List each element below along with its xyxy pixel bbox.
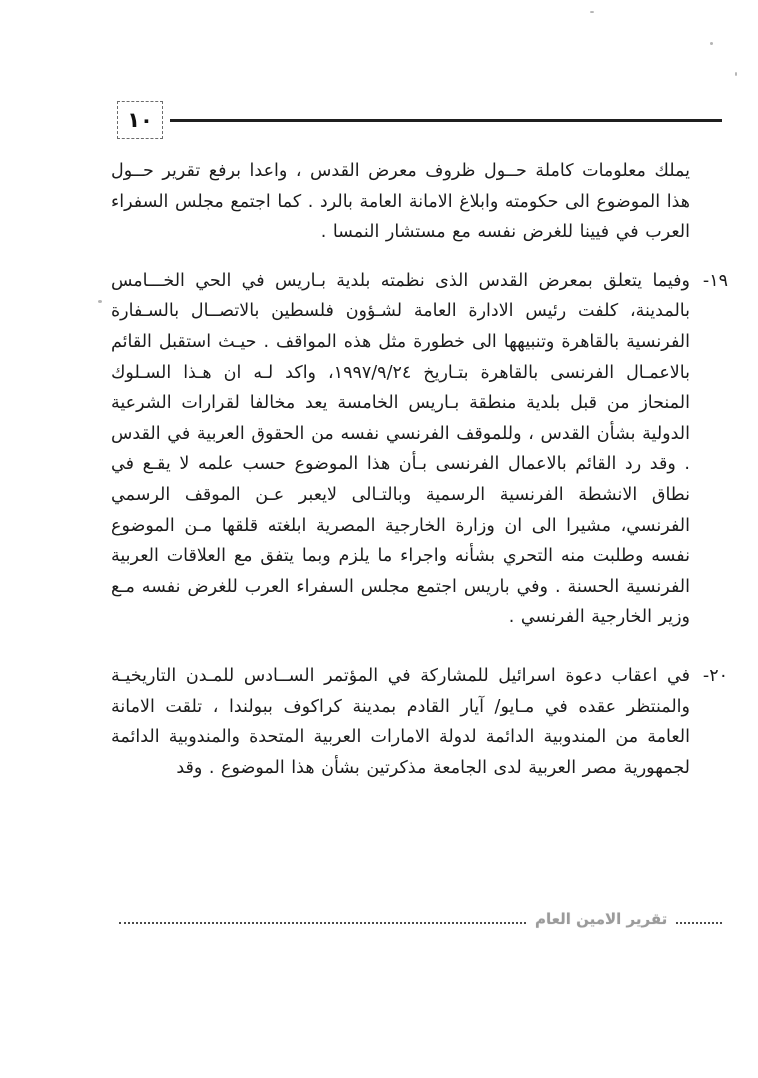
footer-watermark-text: تقرير الامين العام [527, 910, 675, 928]
item-number: ٢٠- [702, 665, 728, 686]
list-item-19 [111, 266, 728, 633]
scan-speck [735, 72, 737, 76]
header-rule [170, 119, 722, 122]
item-text: وفيما يتعلق بمعرض القدس الذى نظمته بلدية بـاريس في الحي الخـــامس بالمدينة، كلفت رئيس الادارة العامة لشـؤون فلسطين بالاتصــال بالسـفارة الفرنسية بالقاهرة وتنبيهها الى خطورة مثل هذه المواقف . حيـث استقبل القائم بالاعمـال الفرنسى بالقاهرة بتـاريخ ١٩٩٧/٩/٢٤، واكد لـه ان هـذا السـلوك المنحاز من قبل بلدية منطقة بـاريس الخامسة يعد مخالفا لقرارات الشرعية الدولية بشأن القدس ، وللموقف الفرنسي نفسه من الحقوق العربية في القدس . وقد رد القائم بالاعمال الفرنسى بـأن هذا الموضوع حسب علمه لا يقـع في نطاق الانشطة الفرنسية الرسمية وبالتـالى لايعبر عـن الموقف الرسمي الفرنسي، مشيرا الى ان وزارة الخارجية المصرية ابلغته قلقها مـن الموضوع نفسه وطلبت منه التحري بشأنه واجراء ما يلزم وبما يتفق مع العلاقات العربية الفرنسية الحسنة . وفي باريس اجتمع مجلس السفراء العرب للغرض نفسه مـع وزير الخارجية الفرنسي . [111, 270, 690, 628]
intro-paragraph: يملك معلومات كاملة حــول ظروف معرض القدس ، واعدا برفع تقرير حــول هذا الموضوع الى حكومته وابلاغ الامانة العامة بالرد . كما اجتمع مجلس السفراء العرب في فيينا للغرض نفسه مع مستشار النمسا . [111, 161, 690, 243]
item-number: ١٩- [702, 270, 728, 291]
page-number: ١٠ [117, 101, 163, 139]
item-text: في اعقاب دعوة اسرائيل للمشاركة في المؤتمر الســادس للمـدن التاريخيـة والمنتظر عقده في مـايو/ آيار القادم بمدينة كراكوف ببولندا ، تلقت الامانة العامة من المندوبية الدائمة لدولة الامارات العربية المتحدة والمندوبية الدائمة لجمهورية مصر العربية لدى الجامعة مذكرتين بشأن هذا الموضوع . وقد [111, 665, 690, 778]
document-body [111, 156, 728, 811]
list-item-20 [111, 661, 728, 783]
scan-speck [710, 42, 713, 45]
scan-speck [590, 11, 594, 13]
scan-speck [98, 300, 102, 303]
